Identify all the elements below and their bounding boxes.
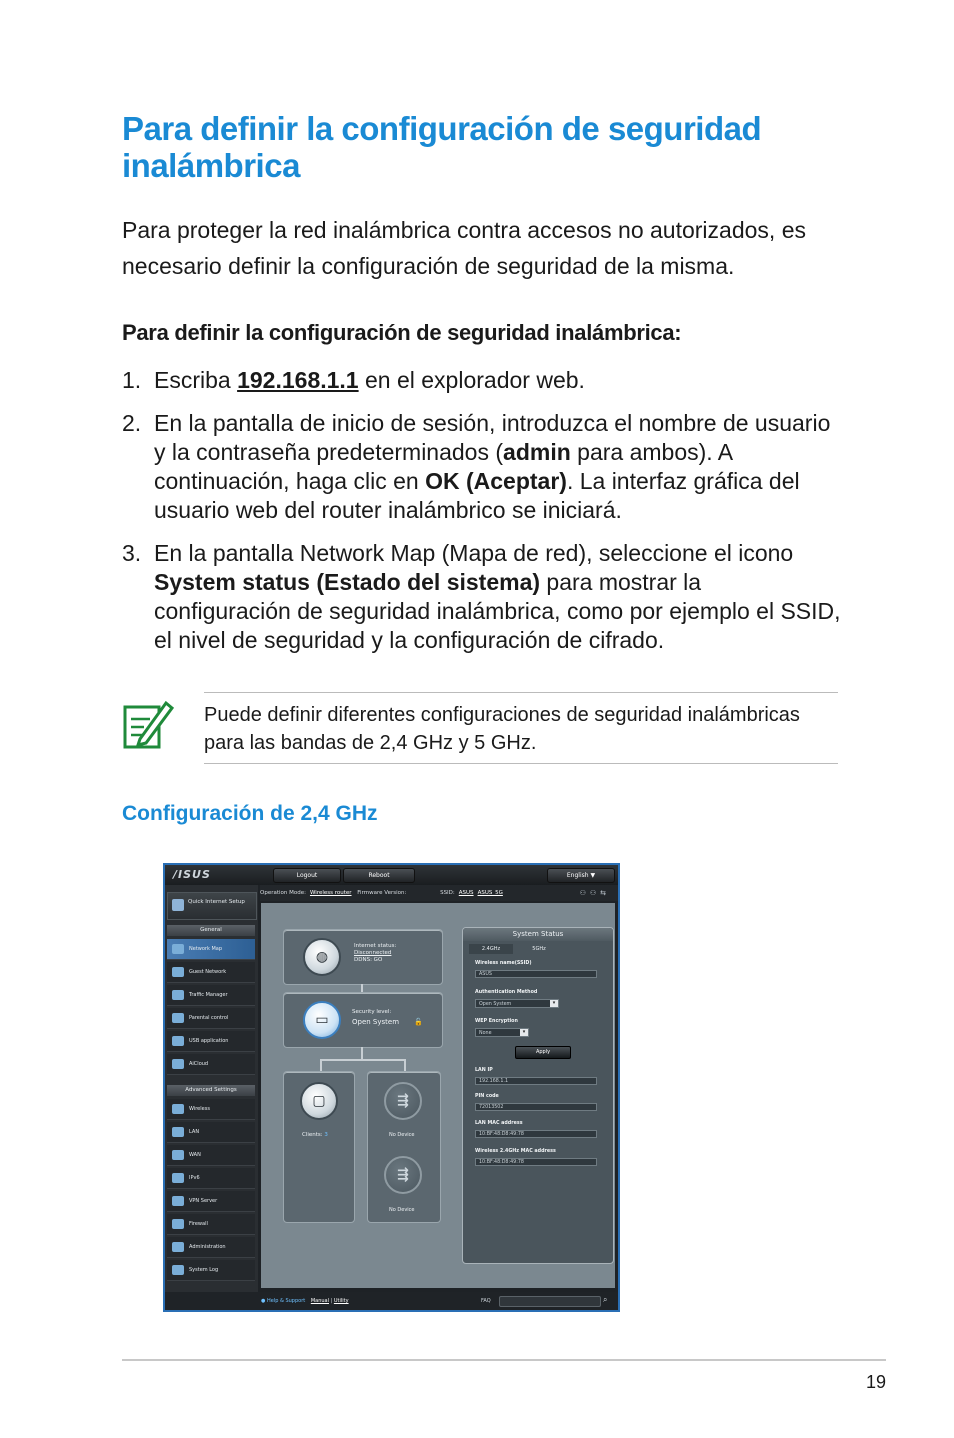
bottom-bar: ● Help & Support Manual | Utility FAQ xyxy=(165,1292,618,1310)
connector-left xyxy=(320,1059,322,1071)
step-3: 3. En la pantalla Network Map (Mapa de red), seleccione el icono System status (Estado del sistema) para mostrar la configuración de seguridad inalámbrica, como por ejemplo el SSID, el nivel de seguridad y la configuración de cifrado. xyxy=(122,540,841,653)
help-icon: ● xyxy=(261,1298,266,1304)
quick-internet-setup-button[interactable]: Quick Internet Setup xyxy=(167,892,257,920)
wireless-icon xyxy=(172,1104,184,1114)
lock-icon: 🔓 xyxy=(414,1018,423,1026)
faq-search-input[interactable] xyxy=(499,1296,601,1307)
tab-5ghz[interactable]: 5GHz xyxy=(532,946,546,952)
sidebar-item-guest-network[interactable]: Guest Network xyxy=(167,962,255,983)
wireless-mac-value: 10:BF:48:D8:49:78 xyxy=(475,1158,597,1166)
note-icon xyxy=(122,697,174,751)
ip-address: 192.168.1.1 xyxy=(237,367,359,393)
sidebar-item-traffic-manager[interactable]: Traffic Manager xyxy=(167,985,255,1006)
intro-paragraph: Para proteger la red inalámbrica contra accesos no autorizados, es necesario definir la configuración de seguridad de la misma. xyxy=(122,217,806,279)
connector-right xyxy=(404,1059,406,1071)
connector-branch xyxy=(320,1059,406,1061)
ipv6-icon xyxy=(172,1173,184,1183)
sidebar-item-ipv6[interactable]: IPv6 xyxy=(167,1168,255,1189)
usb-icon: ⇶ xyxy=(384,1082,422,1120)
administration-icon xyxy=(172,1242,184,1252)
clients-card[interactable]: ▢ Clients: 3 xyxy=(283,1071,355,1223)
page-title: Para definir la configuración de seguridad inalámbrica xyxy=(122,110,762,184)
ssid-link-2[interactable]: ASUS_5G xyxy=(477,890,503,896)
ssid-field[interactable]: ASUS xyxy=(475,970,597,978)
steps-list xyxy=(122,366,842,669)
note-top-rule xyxy=(204,692,838,693)
lan-icon xyxy=(172,1127,184,1137)
firewall-icon xyxy=(172,1219,184,1229)
sidebar-item-lan[interactable]: LAN xyxy=(167,1122,255,1143)
sidebar-item-network-map[interactable]: Network Map xyxy=(167,939,255,960)
step-1: 1. Escriba 192.168.1.1 en el explorador web. xyxy=(122,367,585,393)
sidebar-item-aicloud[interactable]: AiCloud xyxy=(167,1054,255,1075)
pin-code-value: 72013502 xyxy=(475,1103,597,1111)
footer-rule xyxy=(122,1359,886,1361)
logout-button[interactable]: Logout xyxy=(273,868,341,883)
sidebar-item-wireless[interactable]: Wireless xyxy=(167,1099,255,1120)
chevron-down-icon: ▾ xyxy=(520,1029,528,1036)
sidebar-item-parental-control[interactable]: Parental control xyxy=(167,1008,255,1029)
vpn-icon xyxy=(172,1196,184,1206)
search-icon[interactable]: ⌕ xyxy=(603,1295,608,1304)
sidebar-item-firewall[interactable]: Firewall xyxy=(167,1214,255,1235)
step-2: 2. En la pantalla de inicio de sesión, introduzca el nombre de usuario y la contraseña predeterminados (admin para ambos). A continuación, haga clic en OK (Aceptar). La interfaz gráfica del usuario web del router inalámbrico se iniciará. xyxy=(122,410,831,523)
sidebar-item-usb-application[interactable]: USB application xyxy=(167,1031,255,1052)
connector-line-2 xyxy=(361,1047,363,1059)
status-icons[interactable]: ⚇⚇⇆ xyxy=(579,889,610,897)
note-text: Puede definir diferentes configuraciones de seguridad inalámbricas para las bandas de 2,4 GHz y 5 GHz. xyxy=(204,704,800,754)
parental-control-icon xyxy=(172,1013,184,1023)
sidebar-item-system-log[interactable]: System Log xyxy=(167,1260,255,1281)
manual-link[interactable]: Manual xyxy=(310,1298,329,1304)
apply-button[interactable]: Apply xyxy=(515,1046,571,1059)
asus-logo: /ISUS xyxy=(173,868,211,881)
network-map-icon xyxy=(172,944,184,954)
usb-application-icon xyxy=(172,1036,184,1046)
advanced-group-label: Advanced Settings xyxy=(167,1085,255,1096)
internet-status-value[interactable]: Disconnected xyxy=(354,950,392,956)
lan-mac-value: 10:BF:48:D8:49:78 xyxy=(475,1130,597,1138)
chevron-down-icon: ▼ xyxy=(590,872,596,879)
utility-link[interactable]: Utility xyxy=(333,1298,349,1304)
globe-icon: ◍ xyxy=(303,938,341,976)
sidebar-item-wan[interactable]: WAN xyxy=(167,1145,255,1166)
operation-mode-link[interactable]: Wireless router xyxy=(309,890,352,896)
language-select[interactable]: English ▼ xyxy=(547,868,615,883)
system-status-title: System Status xyxy=(463,928,613,941)
wep-encryption-select[interactable]: None ▾ xyxy=(475,1028,529,1037)
system-status-panel: System Status 2.4GHz 5GHz Wireless name(SSID) ASUS Authentication Method Open System ▾ WEP Encryption None ▾ Apply LAN IP 192.168.1.1 PIN code 72013502 LAN MAC address 10:BF:48:D8:49:78 Wireless 2.4GHz MAC address 10:BF:48:D8:49:78 xyxy=(462,927,614,1264)
procedure-heading: Para definir la configuración de seguridad inalámbrica: xyxy=(122,320,682,345)
auth-method-select[interactable]: Open System ▾ xyxy=(475,999,559,1008)
sidebar xyxy=(165,885,258,1295)
router-icon: ▭ xyxy=(303,1001,341,1039)
page-number: 19 xyxy=(865,1372,886,1392)
usb-card[interactable]: ⇶ No Device ⇶ No Device xyxy=(367,1071,441,1223)
system-log-icon xyxy=(172,1265,184,1275)
tab-2-4ghz[interactable]: 2.4GHz xyxy=(469,944,513,954)
operation-bar: Operation Mode: Wireless router Firmware Version: SSID: ASUS ASUS_5G xyxy=(260,885,618,901)
chevron-down-icon: ▾ xyxy=(550,1000,558,1007)
general-group-label: General xyxy=(167,925,255,936)
ssid-link-1[interactable]: ASUS xyxy=(458,890,474,896)
setup-icon xyxy=(172,899,184,911)
aicloud-icon xyxy=(172,1059,184,1069)
reboot-button[interactable]: Reboot xyxy=(343,868,415,883)
router-gui-screenshot xyxy=(163,863,620,1312)
sidebar-item-administration[interactable]: Administration xyxy=(167,1237,255,1258)
wan-icon xyxy=(172,1150,184,1160)
note-bottom-rule xyxy=(204,763,838,764)
section-heading: Configuración de 2,4 GHz xyxy=(122,802,378,825)
traffic-manager-icon xyxy=(172,990,184,1000)
lan-ip-value: 192.168.1.1 xyxy=(475,1077,597,1085)
guest-network-icon xyxy=(172,967,184,977)
sidebar-item-vpn-server[interactable]: VPN Server xyxy=(167,1191,255,1212)
usb-icon-2: ⇶ xyxy=(384,1156,422,1194)
connector-line xyxy=(361,984,363,992)
internet-status-card[interactable]: ◍ Internet status: Disconnected DDNS: GO xyxy=(283,929,443,985)
monitor-icon: ▢ xyxy=(300,1082,338,1120)
router-security-card[interactable]: ▭ Security level: Open System 🔓 xyxy=(283,992,443,1048)
top-bar xyxy=(165,865,618,885)
faq-label: FAQ xyxy=(481,1298,491,1304)
